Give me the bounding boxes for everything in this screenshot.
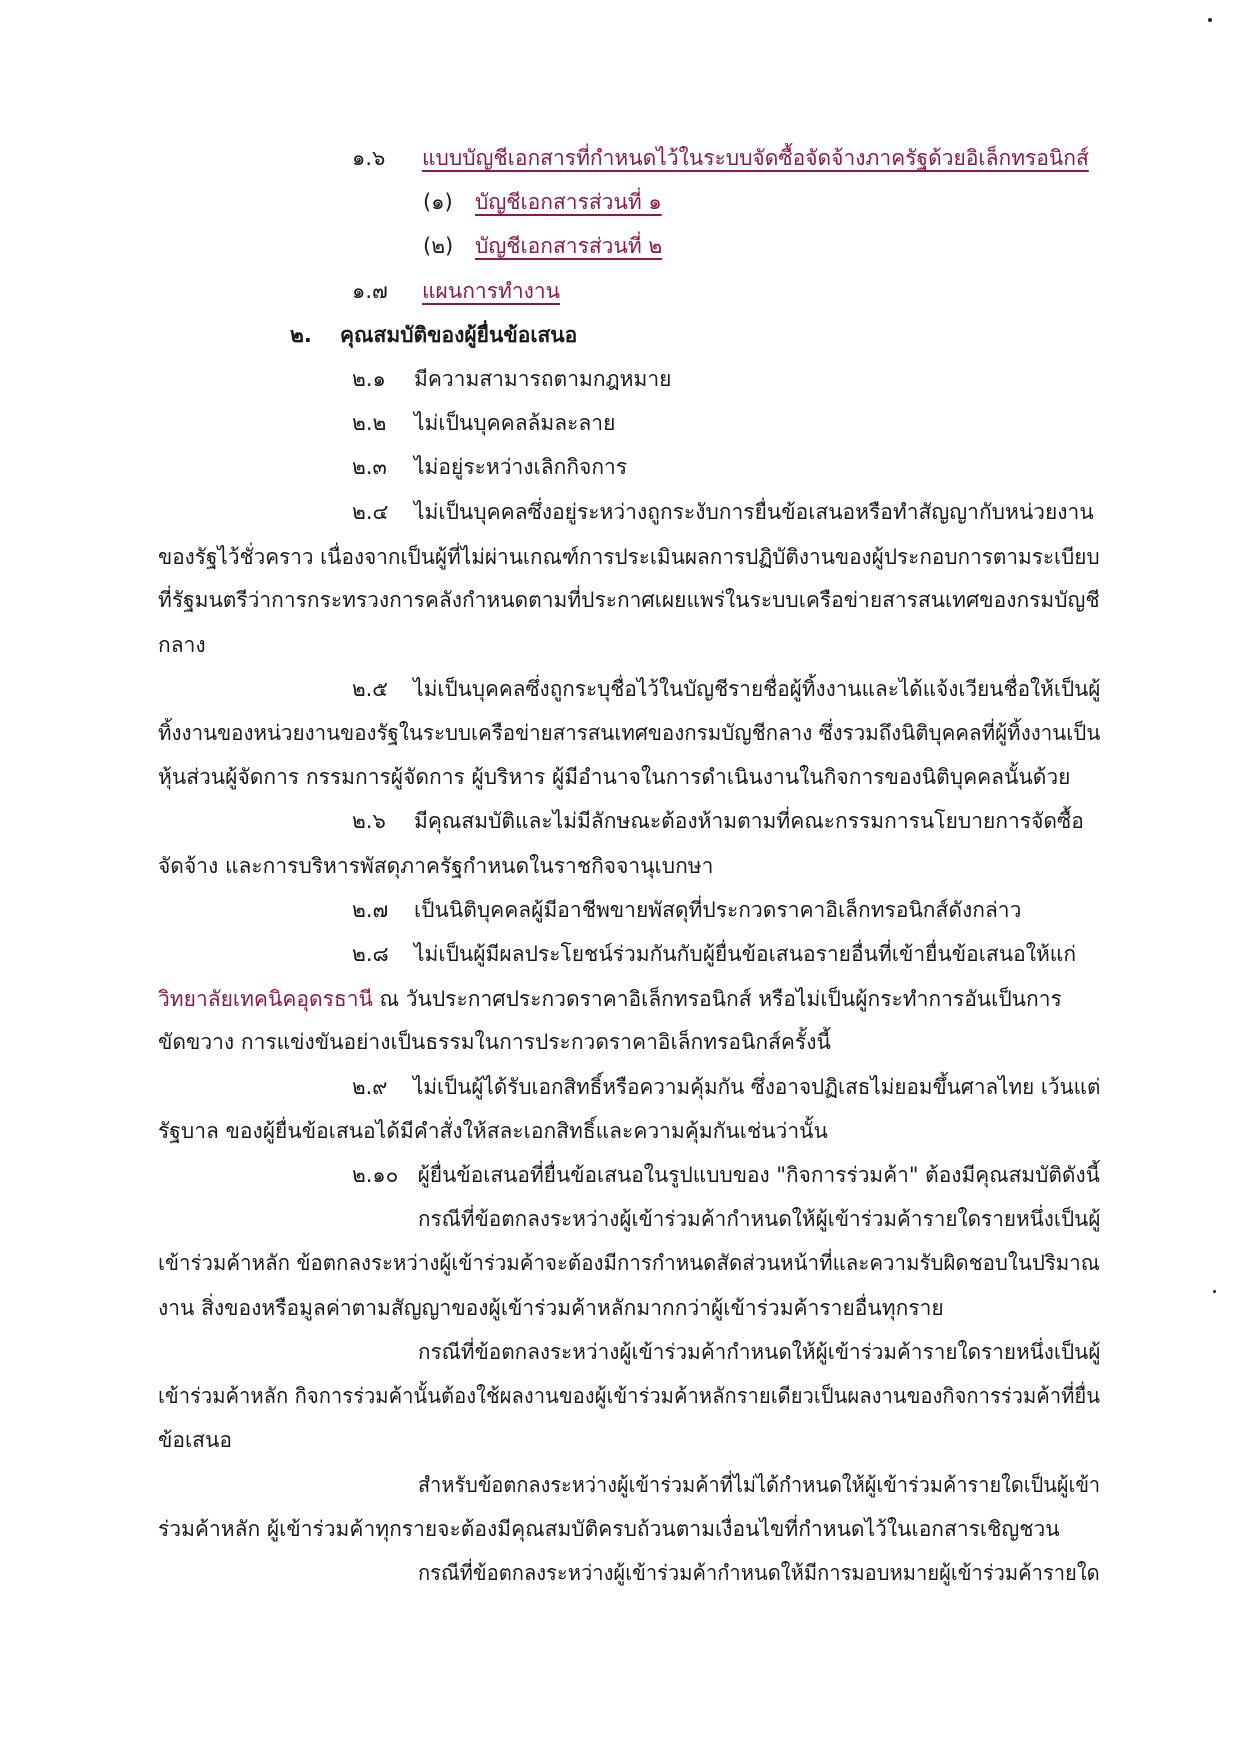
item-text: แบบบัญชีเอกสารที่กำหนดไว้ในระบบจัดซื้อจัดจ้างภาครัฐด้วยอิเล็กทรอนิกส์ [422, 146, 1089, 170]
item-2-9-line-1 [352, 1072, 1100, 1102]
item-number: ๒.๙ [352, 1075, 388, 1099]
item-2-10-line-1 [352, 1160, 1100, 1190]
jv-para-4-line-1 [418, 1558, 1100, 1588]
item-1-6-1 [423, 187, 662, 217]
item-number: (๒) [423, 234, 454, 258]
item-1-6-2 [423, 231, 662, 261]
jv-para-2-line-3 [158, 1425, 232, 1455]
item-text: ที่รัฐมนตรีว่าการกระทรวงการคลังกำหนดตามที่ประกาศเผยแพร่ในระบบเครือข่ายสารสนเทศของกรมบัญชี [158, 588, 1100, 612]
scan-speck [1208, 18, 1212, 22]
jv-para-2-line-2 [158, 1381, 1100, 1411]
item-number: ๒.๒ [352, 411, 387, 435]
item-text: รัฐบาล ของผู้ยื่นข้อเสนอได้มีคำสั่งให้สละเอกสิทธิ์และความคุ้มกันเช่นว่านั้น [158, 1119, 828, 1143]
item-2-5-line-3 [158, 762, 1070, 792]
jv-para-1-line-3 [158, 1293, 944, 1323]
item-text: ข้อเสนอ [158, 1428, 232, 1452]
item-text: ไม่เป็นบุคคลล้มละลาย [414, 411, 616, 435]
item-text: กรณีที่ข้อตกลงระหว่างผู้เข้าร่วมค้ากำหนดให้ผู้เข้าร่วมค้ารายใดรายหนึ่งเป็นผู้ [418, 1207, 1101, 1231]
item-text: เข้าร่วมค้าหลัก กิจการร่วมค้านั้นต้องใช้ผลงานของผู้เข้าร่วมค้าหลักรายเดียวเป็นผลงานของกิจการร่วมค้าที่ยื่น [158, 1384, 1101, 1408]
item-text: ไม่อยู่ระหว่างเลิกกิจการ [414, 455, 628, 479]
item-text: ไม่เป็นบุคคลซึ่งถูกระบุชื่อไว้ในบัญชีรายชื่อผู้ทิ้งงานและได้แจ้งเวียนชื่อให้เป็นผู้ [413, 677, 1101, 701]
item-number: ๒.๓ [352, 455, 387, 479]
item-text: ร่วมค้าหลัก ผู้เข้าร่วมค้าทุกรายจะต้องมีคุณสมบัติครบถ้วนตามเงื่อนไขที่กำหนดไว้ในเอกสารเชิญชวน [158, 1517, 1060, 1541]
item-2-7 [352, 895, 1021, 925]
item-text: ของรัฐไว้ชั่วคราว เนื่องจากเป็นผู้ที่ไม่ผ่านเกณฑ์การประเมินผลการปฏิบัติงานของผู้ประกอบการตามระเบียบ [158, 545, 1100, 569]
item-number: ๒.๑๐ [352, 1163, 399, 1187]
item-text: ผู้ยื่นข้อเสนอที่ยื่นข้อเสนอในรูปแบบของ "กิจการร่วมค้า" ต้องมีคุณสมบัติดังนี้ [417, 1163, 1100, 1187]
item-2-8-line-1 [352, 939, 1076, 969]
item-2-4-line-2 [158, 542, 1100, 572]
item-text: แผนการทำงาน [422, 279, 561, 303]
item-text: ไม่เป็นผู้มีผลประโยชน์ร่วมกันกับผู้ยื่นข้อเสนอรายอื่นที่เข้ายื่นข้อเสนอให้แก่ [414, 942, 1077, 966]
jv-para-1-line-2 [158, 1248, 1100, 1278]
item-text: สำหรับข้อตกลงระหว่างผู้เข้าร่วมค้าที่ไม่ได้กำหนดให้ผู้เข้าร่วมค้ารายใดเป็นผู้เข้า [418, 1473, 1101, 1497]
item-text: ไม่เป็นผู้ได้รับเอกสิทธิ์หรือความคุ้มกัน ซึ่งอาจปฏิเสธไม่ยอมขึ้นศาลไทย เว้นแต่ [413, 1075, 1101, 1099]
item-text: เป็นนิติบุคคลผู้มีอาชีพขายพัสดุที่ประกวดราคาอิเล็กทรอนิกส์ดังกล่าว [414, 898, 1022, 922]
item-text: ทิ้งงานของหน่วยงานของรัฐในระบบเครือข่ายสารสนเทศของกรมบัญชีกลาง ซึ่งรวมถึงนิติบุคคลที่ผู้ทิ้งงานเป็น [158, 721, 1101, 745]
item-text: กลาง [158, 633, 206, 657]
item-number: ๑.๗ [352, 279, 388, 303]
item-number: (๑) [423, 190, 453, 214]
item-2-8-line-2 [158, 984, 1062, 1014]
item-number: ๒.๑ [352, 367, 386, 391]
item-2-1 [352, 364, 671, 394]
item-2-2 [352, 408, 615, 438]
item-1-6 [352, 143, 1089, 173]
item-text: หุ้นส่วนผู้จัดการ กรรมการผู้จัดการ ผู้บริหาร ผู้มีอำนาจในการดำเนินงานในกิจการของนิติบุคคลนั้นด้วย [158, 765, 1071, 789]
item-text: บัญชีเอกสารส่วนที่ ๑ [475, 190, 662, 214]
item-text: เข้าร่วมค้าหลัก ข้อตกลงระหว่างผู้เข้าร่วมค้าจะต้องมีการกำหนดสัดส่วนหน้าที่และความรับผิดชอบในปริมาณ [158, 1251, 1100, 1275]
section-2-heading [290, 320, 577, 350]
item-number: ๒.๕ [352, 677, 388, 701]
scan-speck [1213, 1290, 1216, 1293]
section-number: ๒. [290, 323, 312, 347]
item-2-5-line-2 [158, 718, 1100, 748]
item-text: ณ วันประกาศประกวดราคาอิเล็กทรอนิกส์ หรือไม่เป็นผู้กระทำการอันเป็นการ [372, 987, 1062, 1011]
item-1-7 [352, 276, 560, 306]
item-text: มีคุณสมบัติและไม่มีลักษณะต้องห้ามตามที่คณะกรรมการนโยบายการจัดซื้อ [414, 809, 1084, 833]
item-2-9-line-2 [158, 1116, 828, 1146]
item-2-8-line-3 [158, 1027, 831, 1057]
jv-para-2-line-1 [418, 1337, 1100, 1367]
item-number: ๑.๖ [352, 146, 386, 170]
item-text: ขัดขวาง การแข่งขันอย่างเป็นธรรมในการประกวดราคาอิเล็กทรอนิกส์ครั้งนี้ [158, 1030, 831, 1054]
jv-para-3-line-2 [158, 1514, 1060, 1544]
item-number: ๒.๗ [352, 898, 389, 922]
item-2-6-line-2 [158, 851, 713, 881]
item-2-4-line-4 [158, 630, 206, 660]
item-text: งาน สิ่งของหรือมูลค่าตามสัญญาของผู้เข้าร่วมค้าหลักมากกว่าผู้เข้าร่วมค้ารายอื่นทุกราย [158, 1296, 944, 1320]
agency-name: วิทยาลัยเทคนิคอุดรธานี [158, 987, 373, 1011]
item-text: มีความสามารถตามกฎหมาย [414, 367, 672, 391]
jv-para-1-line-1 [418, 1204, 1100, 1234]
item-text: กรณีที่ข้อตกลงระหว่างผู้เข้าร่วมค้ากำหนดให้ผู้เข้าร่วมค้ารายใดรายหนึ่งเป็นผู้ [418, 1340, 1101, 1364]
item-text: ไม่เป็นบุคคลซึ่งอยู่ระหว่างถูกระงับการยื่นข้อเสนอหรือทำสัญญากับหน่วยงาน [414, 500, 1094, 524]
item-number: ๒.๖ [352, 809, 386, 833]
item-2-4-line-1 [352, 497, 1094, 527]
jv-para-3-line-1 [418, 1470, 1100, 1500]
item-text: บัญชีเอกสารส่วนที่ ๒ [475, 234, 663, 258]
item-number: ๒.๘ [352, 942, 389, 966]
item-2-6-line-1 [352, 806, 1084, 836]
item-text: จัดจ้าง และการบริหารพัสดุภาครัฐกำหนดในราชกิจจานุเบกษา [158, 854, 714, 878]
item-2-4-line-3 [158, 585, 1100, 615]
item-text: กรณีที่ข้อตกลงระหว่างผู้เข้าร่วมค้ากำหนดให้มีการมอบหมายผู้เข้าร่วมค้ารายใด [418, 1561, 1100, 1585]
item-2-5-line-1 [352, 674, 1100, 704]
item-2-3 [352, 452, 627, 482]
section-title: คุณสมบัติของผู้ยื่นข้อเสนอ [340, 323, 578, 347]
item-number: ๒.๔ [352, 500, 389, 524]
